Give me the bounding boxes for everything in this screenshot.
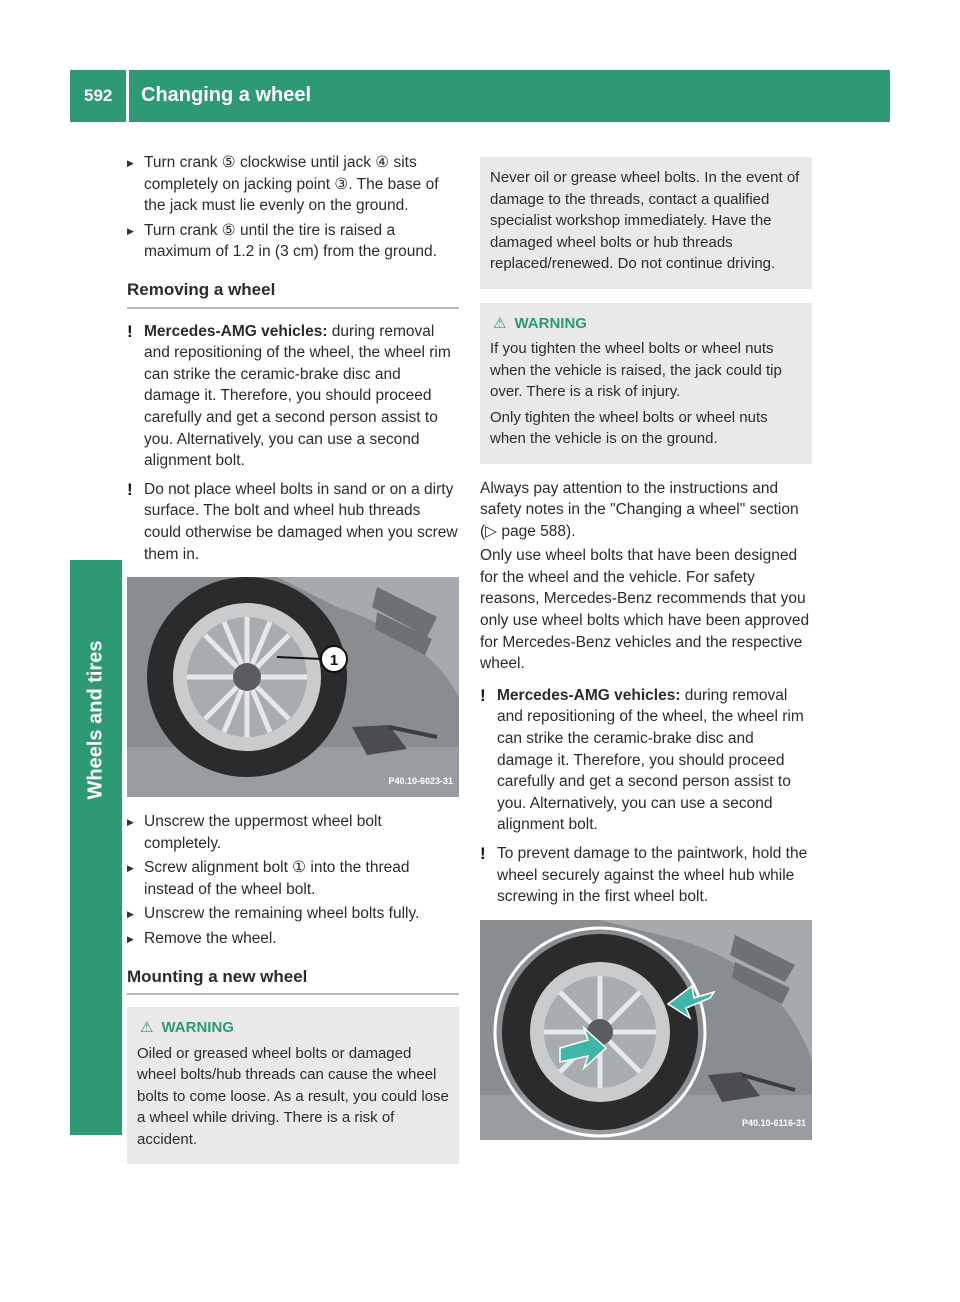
right-column	[480, 157, 812, 1154]
info-text: Never oil or grease wheel bolts. In the event of damage to the threads, contact a qualified specialist workshop immediately. Have the damaged wheel bolts or hub threads replaced/renewed. Do not continue driving.	[490, 169, 800, 272]
figure-code: P40.10-6116-31	[741, 1118, 806, 1129]
note-text: during removal and repositioning of the wheel, the wheel rim can strike the ceramic-brake disc and damage it. Therefore, you should proceed carefully and get a second person assist to you. Alternatively, you can use a second alignment bolt.	[497, 686, 804, 834]
step-item: ▶ Unscrew the uppermost wheel bolt completely.	[127, 811, 459, 854]
note-item	[480, 843, 812, 908]
note-text: Do not place wheel bolts in sand or on a dirty surface. The bolt and wheel hub threads could otherwise be damaged when you screw them in.	[144, 480, 458, 563]
note-bold: Mercedes-AMG vehicles:	[497, 686, 681, 704]
callout-label: 1	[329, 652, 339, 670]
exclamation-icon: !	[480, 844, 486, 863]
figure-wheel-removal	[127, 577, 459, 797]
side-tab-label: Wheels and tires	[84, 640, 107, 800]
warning-title: ⚠ WARNING	[140, 1019, 234, 1037]
page-title: Changing a wheel	[141, 84, 312, 106]
warning-text: If you tighten the wheel bolts or wheel nuts when the vehicle is raised, the jack could tip over. There is a risk of injury.	[490, 340, 782, 400]
warning-icon: ⚠	[140, 1019, 154, 1037]
note-text: during removal and repositioning of the wheel, the wheel rim can strike the ceramic-brake disc and damage it. Therefore, you should proceed carefully and get a second person assist to you. Alternatively, you can use a second alignment bolt.	[144, 322, 451, 470]
info-box	[480, 157, 812, 289]
note-item	[127, 321, 459, 472]
warning-text: Oiled or greased wheel bolts or damaged wheel bolts/hub threads can cause the wheel bolts to come loose. As a result, you could lose a wheel while driving. There is a risk of accident.	[137, 1044, 449, 1148]
figure-code: P40.10-6023-31	[388, 775, 453, 786]
figure-wheel-mounting	[480, 920, 812, 1140]
warning-title: ⚠ WARNING	[493, 314, 587, 332]
note-text: To prevent damage to the paintwork, hold the wheel securely against the wheel hub while screwing in the first wheel bolt.	[497, 845, 808, 906]
exclamation-icon: !	[480, 685, 486, 705]
warning-box	[127, 1007, 459, 1164]
warning-text: Only tighten the wheel bolts or wheel nuts when the vehicle is on the ground.	[490, 408, 768, 447]
step-item: ▶ Unscrew the remaining wheel bolts fully.	[127, 903, 459, 925]
step-item: ▶ Remove the wheel.	[127, 928, 459, 950]
note-bold: Mercedes-AMG vehicles:	[144, 322, 328, 340]
wheel-mount-illustration	[480, 920, 812, 1140]
paragraph: Always pay attention to the instructions and safety notes in the "Changing a wheel" section (▷ page 588).	[480, 479, 799, 540]
step-item: ▶ Screw alignment bolt ① into the thread instead of the wheel bolt.	[127, 857, 459, 900]
header-divider	[126, 70, 129, 122]
paragraph: Only use wheel bolts that have been designed for the wheel and the vehicle. For safety reasons, Mercedes-Benz recommends that you only use wheel bolts which have been approved for Mercedes-Benz vehicles and the respective wheel.	[480, 547, 810, 673]
wheel-illustration	[127, 577, 459, 797]
note-item	[127, 479, 459, 565]
section-heading-mounting: Mounting a new wheel	[127, 966, 459, 996]
warning-icon: ⚠	[493, 314, 507, 332]
step-item: ▶ Turn crank ⑤ clockwise until jack ④ sits completely on jacking point ③. The base of the jack must lie evenly on the ground.	[127, 152, 459, 217]
exclamation-icon: !	[127, 321, 133, 341]
warning-box	[480, 303, 812, 464]
section-heading-removing: Removing a wheel	[127, 279, 459, 309]
page-number: 592	[84, 86, 113, 105]
exclamation-icon: !	[127, 479, 133, 499]
left-column	[127, 152, 459, 1178]
step-item: ▶ Turn crank ⑤ until the tire is raised a maximum of 1.2 in (3 cm) from the ground.	[127, 220, 459, 263]
note-item	[480, 685, 812, 836]
